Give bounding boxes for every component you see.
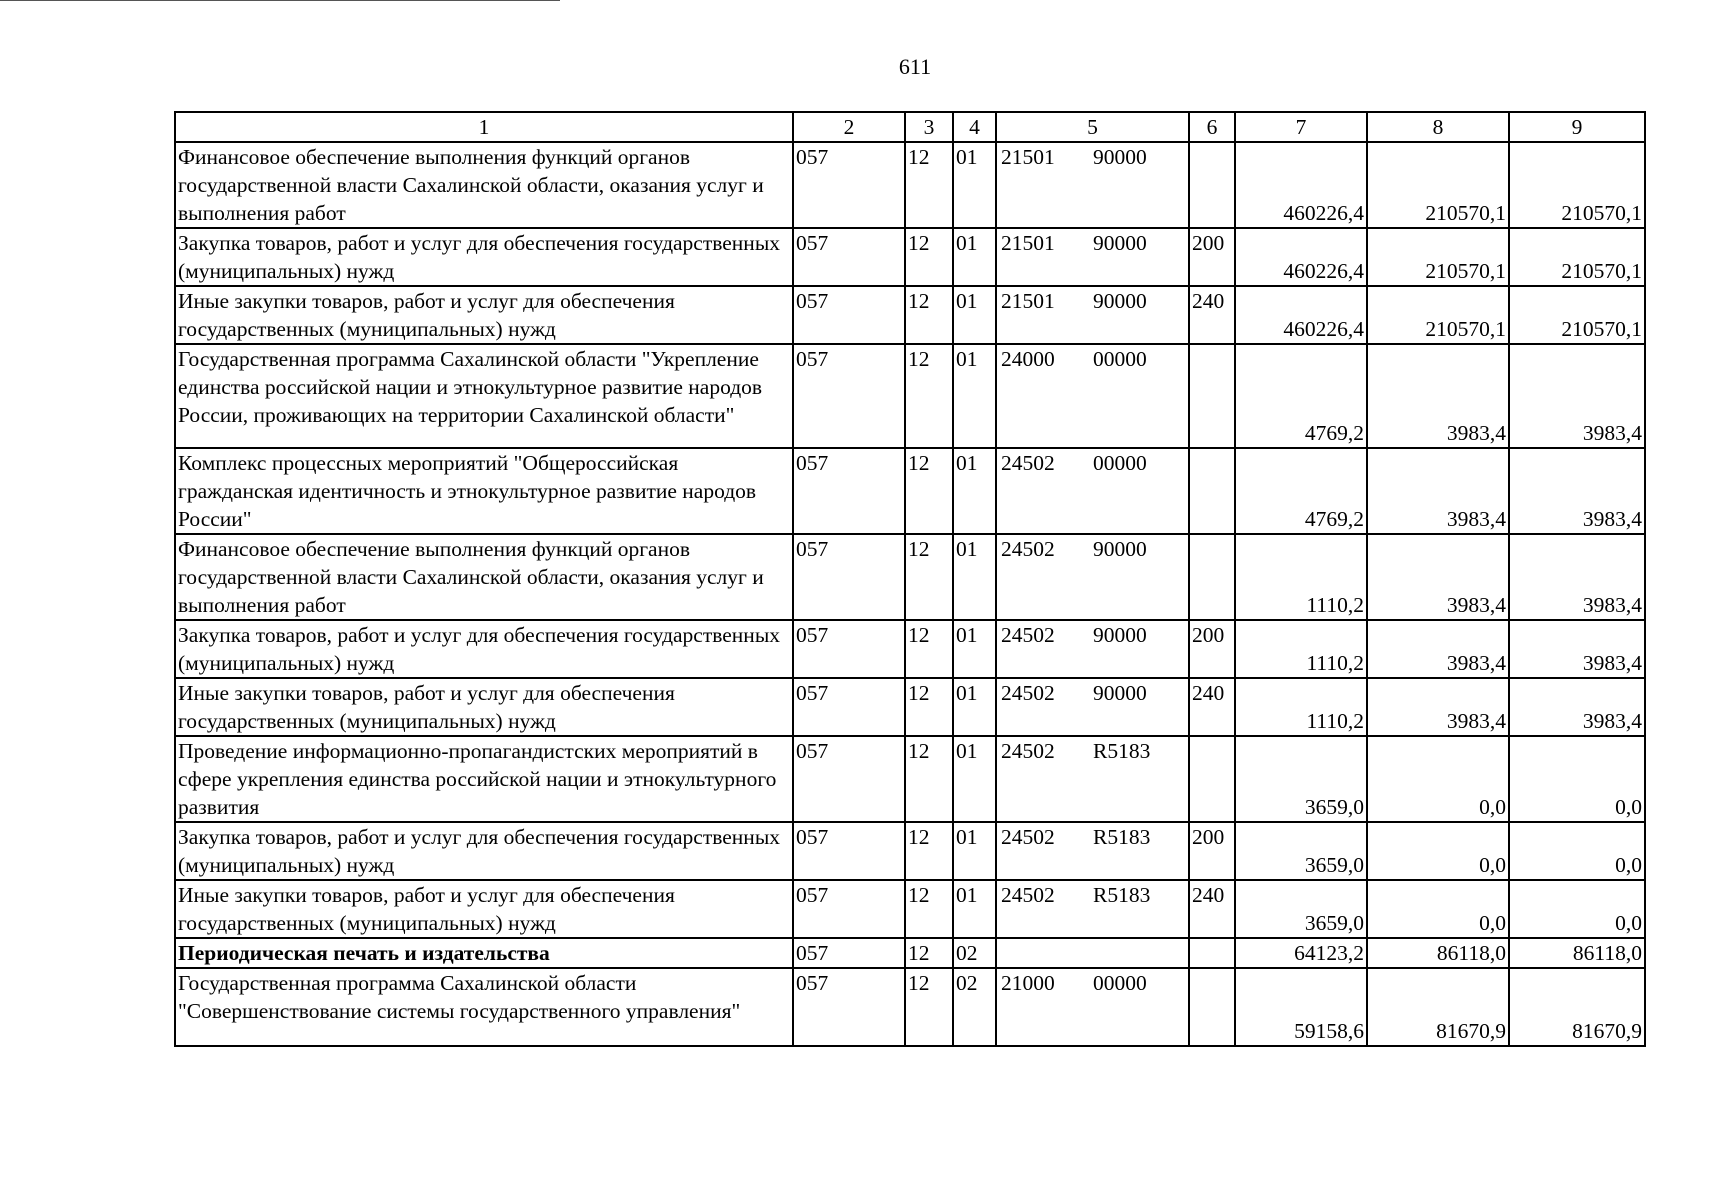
amount-col-7: 1110,2 xyxy=(1235,620,1367,678)
page-number: 611 xyxy=(898,54,932,79)
direction-code: 00000 xyxy=(1093,347,1147,371)
amount-col-8: 210570,1 xyxy=(1367,142,1509,228)
table-row xyxy=(175,620,1645,678)
program-code: 24502 xyxy=(1001,825,1055,849)
amount-col-8: 0,0 xyxy=(1367,880,1509,938)
amount-col-8: 0,0 xyxy=(1367,822,1509,880)
amount-col-9: 81670,9 xyxy=(1509,968,1645,1046)
subsection-code: 02 xyxy=(953,938,996,968)
table-row xyxy=(175,142,1645,228)
amount-col-7: 460226,4 xyxy=(1235,142,1367,228)
amount-col-7: 460226,4 xyxy=(1235,286,1367,344)
row-name: Закупка товаров, работ и услуг для обеспечения государственных (муниципальных) нужд xyxy=(175,228,793,286)
admin-code: 057 xyxy=(793,448,905,534)
table-row xyxy=(175,678,1645,736)
expense-type-code: 200 xyxy=(1189,620,1235,678)
target-article-code xyxy=(996,678,1189,736)
table-row xyxy=(175,344,1645,448)
row-name: Периодическая печать и издательства xyxy=(175,938,793,968)
header-cell: 5 xyxy=(996,112,1189,142)
amount-col-9: 210570,1 xyxy=(1509,228,1645,286)
expense-type-code: 240 xyxy=(1189,880,1235,938)
row-name: Проведение информационно-пропагандистских мероприятий в сфере укрепления единства российской нации и этнокультурного развития xyxy=(175,736,793,822)
program-code: 21000 xyxy=(1001,971,1055,995)
amount-col-9: 210570,1 xyxy=(1509,286,1645,344)
header-cell: 7 xyxy=(1235,112,1367,142)
table-row xyxy=(175,286,1645,344)
amount-col-9: 3983,4 xyxy=(1509,344,1645,448)
direction-code: R5183 xyxy=(1093,825,1151,849)
amount-col-7: 4769,2 xyxy=(1235,344,1367,448)
expense-type-code: 200 xyxy=(1189,228,1235,286)
subsection-code: 02 xyxy=(953,968,996,1046)
header-cell: 3 xyxy=(905,112,953,142)
admin-code: 057 xyxy=(793,938,905,968)
target-article-code xyxy=(996,286,1189,344)
section-code: 12 xyxy=(905,822,953,880)
amount-col-7: 64123,2 xyxy=(1235,938,1367,968)
target-article-code xyxy=(996,736,1189,822)
direction-code: 00000 xyxy=(1093,451,1147,475)
amount-col-7: 460226,4 xyxy=(1235,228,1367,286)
section-code: 12 xyxy=(905,968,953,1046)
admin-code: 057 xyxy=(793,822,905,880)
program-code: 21501 xyxy=(1001,145,1055,169)
target-article-code xyxy=(996,620,1189,678)
expense-type-code xyxy=(1189,736,1235,822)
section-code: 12 xyxy=(905,736,953,822)
expense-type-code: 240 xyxy=(1189,286,1235,344)
table-row xyxy=(175,448,1645,534)
admin-code: 057 xyxy=(793,228,905,286)
subsection-code: 01 xyxy=(953,620,996,678)
table-row xyxy=(175,228,1645,286)
direction-code: R5183 xyxy=(1093,739,1151,763)
section-code: 12 xyxy=(905,678,953,736)
direction-code: 90000 xyxy=(1093,145,1147,169)
section-code: 12 xyxy=(905,534,953,620)
admin-code: 057 xyxy=(793,620,905,678)
target-article-code xyxy=(996,880,1189,938)
row-name: Государственная программа Сахалинской области "Совершенствование системы государственного управления" xyxy=(175,968,793,1046)
admin-code: 057 xyxy=(793,344,905,448)
program-code: 21501 xyxy=(1001,289,1055,313)
amount-col-9: 3983,4 xyxy=(1509,534,1645,620)
amount-col-8: 86118,0 xyxy=(1367,938,1509,968)
amount-col-9: 3983,4 xyxy=(1509,678,1645,736)
table-header-row xyxy=(175,112,1645,142)
amount-col-9: 86118,0 xyxy=(1509,938,1645,968)
expense-type-code xyxy=(1189,344,1235,448)
direction-code: 90000 xyxy=(1093,623,1147,647)
subsection-code: 01 xyxy=(953,448,996,534)
row-name: Комплекс процессных мероприятий "Общероссийская гражданская идентичность и этнокультурное развитие народов России" xyxy=(175,448,793,534)
amount-col-9: 3983,4 xyxy=(1509,448,1645,534)
amount-col-7: 4769,2 xyxy=(1235,448,1367,534)
table-row xyxy=(175,822,1645,880)
admin-code: 057 xyxy=(793,142,905,228)
subsection-code: 01 xyxy=(953,880,996,938)
amount-col-7: 1110,2 xyxy=(1235,534,1367,620)
section-code: 12 xyxy=(905,286,953,344)
amount-col-8: 210570,1 xyxy=(1367,228,1509,286)
amount-col-8: 3983,4 xyxy=(1367,344,1509,448)
section-code: 12 xyxy=(905,344,953,448)
target-article-code xyxy=(996,448,1189,534)
target-article-code xyxy=(996,534,1189,620)
row-name: Финансовое обеспечение выполнения функций органов государственной власти Сахалинской области, оказания услуг и выполнения работ xyxy=(175,142,793,228)
header-cell: 9 xyxy=(1509,112,1645,142)
row-name: Иные закупки товаров, работ и услуг для обеспечения государственных (муниципальных) нужд xyxy=(175,286,793,344)
header-cell: 4 xyxy=(953,112,996,142)
table-row xyxy=(175,736,1645,822)
amount-col-8: 3983,4 xyxy=(1367,534,1509,620)
admin-code: 057 xyxy=(793,968,905,1046)
amount-col-9: 3983,4 xyxy=(1509,620,1645,678)
row-name: Государственная программа Сахалинской области "Укрепление единства российской нации и этнокультурное развитие народов России, проживающих на территории Сахалинской области" xyxy=(175,344,793,448)
table-row xyxy=(175,968,1645,1046)
direction-code: R5183 xyxy=(1093,883,1151,907)
expense-type-code xyxy=(1189,534,1235,620)
expense-type-code xyxy=(1189,938,1235,968)
target-article-code xyxy=(996,968,1189,1046)
subsection-code: 01 xyxy=(953,822,996,880)
admin-code: 057 xyxy=(793,880,905,938)
amount-col-9: 0,0 xyxy=(1509,880,1645,938)
program-code: 24000 xyxy=(1001,347,1055,371)
amount-col-7: 3659,0 xyxy=(1235,880,1367,938)
amount-col-9: 0,0 xyxy=(1509,822,1645,880)
amount-col-7: 59158,6 xyxy=(1235,968,1367,1046)
direction-code: 90000 xyxy=(1093,231,1147,255)
section-code: 12 xyxy=(905,620,953,678)
program-code: 24502 xyxy=(1001,537,1055,561)
admin-code: 057 xyxy=(793,534,905,620)
expense-type-code xyxy=(1189,448,1235,534)
program-code: 24502 xyxy=(1001,451,1055,475)
section-code: 12 xyxy=(905,880,953,938)
subsection-code: 01 xyxy=(953,678,996,736)
header-cell: 6 xyxy=(1189,112,1235,142)
amount-col-8: 0,0 xyxy=(1367,736,1509,822)
header-cell: 1 xyxy=(175,112,793,142)
amount-col-7: 1110,2 xyxy=(1235,678,1367,736)
amount-col-9: 0,0 xyxy=(1509,736,1645,822)
table-row xyxy=(175,880,1645,938)
subsection-code: 01 xyxy=(953,142,996,228)
row-name: Закупка товаров, работ и услуг для обеспечения государственных (муниципальных) нужд xyxy=(175,822,793,880)
subsection-code: 01 xyxy=(953,344,996,448)
program-code: 24502 xyxy=(1001,883,1055,907)
subsection-code: 01 xyxy=(953,228,996,286)
program-code: 24502 xyxy=(1001,623,1055,647)
target-article-code xyxy=(996,228,1189,286)
expense-type-code: 240 xyxy=(1189,678,1235,736)
header-cell: 8 xyxy=(1367,112,1509,142)
subsection-code: 01 xyxy=(953,286,996,344)
amount-col-8: 81670,9 xyxy=(1367,968,1509,1046)
subsection-code: 01 xyxy=(953,736,996,822)
header-cell: 2 xyxy=(793,112,905,142)
amount-col-7: 3659,0 xyxy=(1235,822,1367,880)
row-name: Закупка товаров, работ и услуг для обеспечения государственных (муниципальных) нужд xyxy=(175,620,793,678)
direction-code: 00000 xyxy=(1093,971,1147,995)
section-code: 12 xyxy=(905,142,953,228)
admin-code: 057 xyxy=(793,286,905,344)
admin-code: 057 xyxy=(793,678,905,736)
program-code: 24502 xyxy=(1001,739,1055,763)
table-row xyxy=(175,938,1645,968)
target-article-code xyxy=(996,822,1189,880)
target-article-code xyxy=(996,938,1189,968)
expense-type-code xyxy=(1189,142,1235,228)
top-edge-line xyxy=(0,0,560,1)
target-article-code xyxy=(996,142,1189,228)
row-name: Иные закупки товаров, работ и услуг для обеспечения государственных (муниципальных) нужд xyxy=(175,678,793,736)
direction-code: 90000 xyxy=(1093,537,1147,561)
expense-type-code: 200 xyxy=(1189,822,1235,880)
section-code: 12 xyxy=(905,448,953,534)
budget-table xyxy=(174,111,1646,1047)
amount-col-8: 3983,4 xyxy=(1367,448,1509,534)
amount-col-8: 3983,4 xyxy=(1367,678,1509,736)
table-row xyxy=(175,534,1645,620)
program-code: 21501 xyxy=(1001,231,1055,255)
target-article-code xyxy=(996,344,1189,448)
direction-code: 90000 xyxy=(1093,289,1147,313)
direction-code: 90000 xyxy=(1093,681,1147,705)
amount-col-8: 210570,1 xyxy=(1367,286,1509,344)
admin-code: 057 xyxy=(793,736,905,822)
amount-col-7: 3659,0 xyxy=(1235,736,1367,822)
row-name: Иные закупки товаров, работ и услуг для обеспечения государственных (муниципальных) нужд xyxy=(175,880,793,938)
subsection-code: 01 xyxy=(953,534,996,620)
section-code: 12 xyxy=(905,938,953,968)
expense-type-code xyxy=(1189,968,1235,1046)
amount-col-8: 3983,4 xyxy=(1367,620,1509,678)
row-name: Финансовое обеспечение выполнения функций органов государственной власти Сахалинской области, оказания услуг и выполнения работ xyxy=(175,534,793,620)
program-code: 24502 xyxy=(1001,681,1055,705)
section-code: 12 xyxy=(905,228,953,286)
amount-col-9: 210570,1 xyxy=(1509,142,1645,228)
